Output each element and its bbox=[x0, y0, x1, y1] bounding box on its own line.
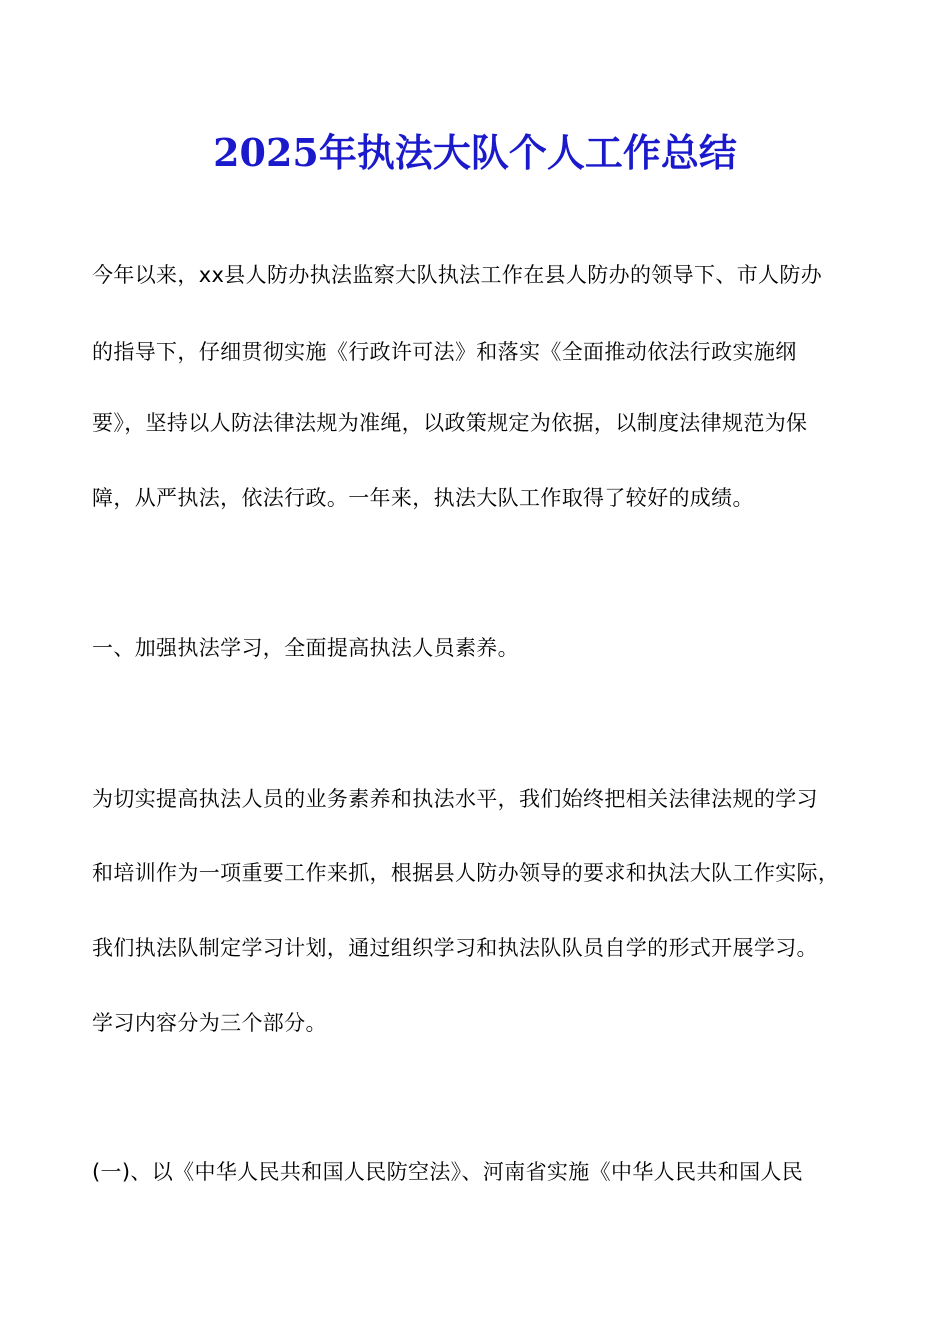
paragraph-line: 我们执法队制定学习计划，通过组织学习和执法队队员自学的形式开展学习。 bbox=[92, 936, 818, 960]
paragraph-line: 障，从严执法，依法行政。一年来，执法大队工作取得了较好的成绩。 bbox=[92, 486, 754, 510]
paragraph-line: 今年以来，xx县人防办执法监察大队执法工作在县人防办的领导下、市人防办 bbox=[92, 263, 823, 287]
paragraph-line: 学习内容分为三个部分。 bbox=[92, 1011, 327, 1035]
document-title: 2025年执法大队个人工作总结 bbox=[213, 130, 737, 175]
paragraph-line: 要》，坚持以人防法律法规为准绳，以政策规定为依据，以制度法律规范为保 bbox=[92, 411, 808, 435]
subsection-line: (一)、以《中华人民共和国人民防空法》、河南省实施《中华人民共和国人民 bbox=[92, 1160, 804, 1184]
paragraph-line: 和培训作为一项重要工作来抓，根据县人防办领导的要求和执法大队工作实际， bbox=[92, 861, 840, 885]
paragraph-line: 的指导下，仔细贯彻实施《行政许可法》和落实《全面推动依法行政实施纲 bbox=[92, 340, 797, 364]
section-heading: 一、加强执法学习，全面提高执法人员素养。 bbox=[92, 636, 519, 660]
paragraph-line: 为切实提高执法人员的业务素养和执法水平，我们始终把相关法律法规的学习 bbox=[92, 787, 818, 811]
